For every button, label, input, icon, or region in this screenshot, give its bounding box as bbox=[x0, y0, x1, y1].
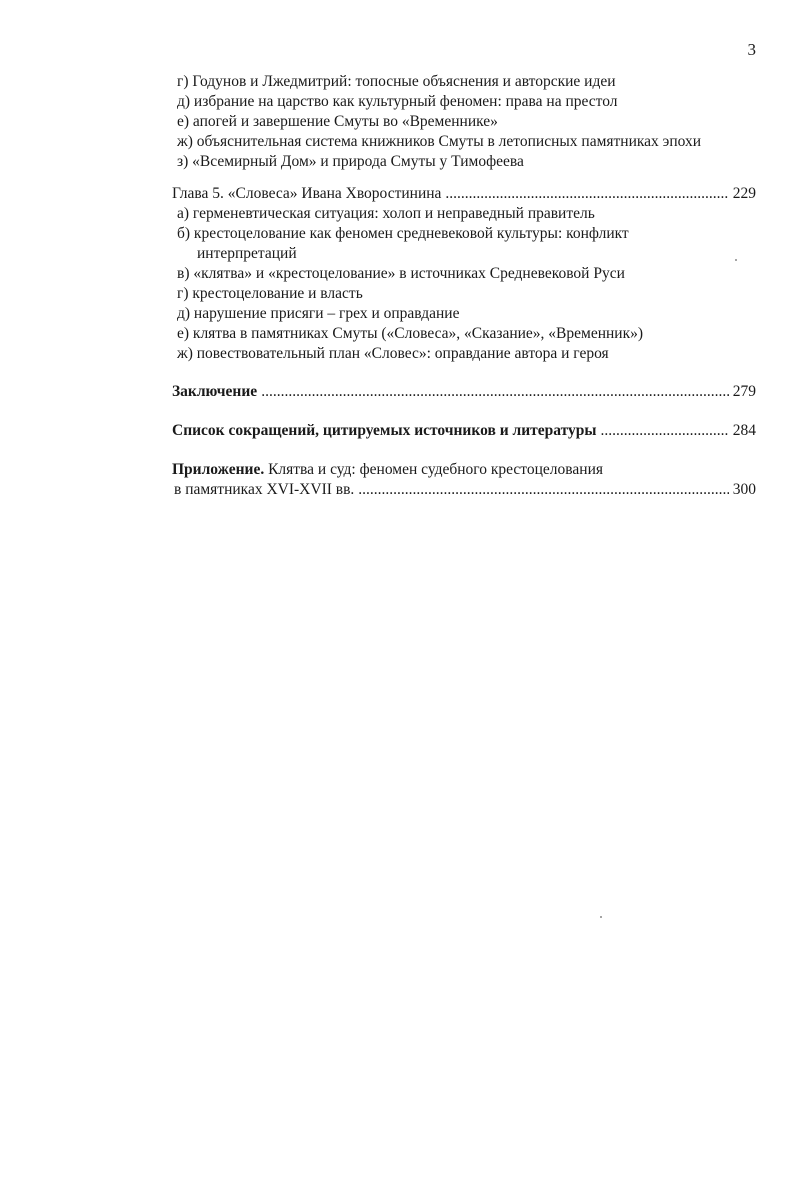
toc-entry-conclusion bbox=[172, 382, 756, 402]
bibliography-title: Список сокращений, цитируемых источников и литературы bbox=[172, 422, 597, 439]
scan-speck bbox=[600, 916, 602, 918]
toc-subitem: е) апогей и завершение Смуты во «Временнике» bbox=[177, 113, 498, 130]
toc-subitem: г) Годунов и Лжедмитрий: топосные объяснения и авторские идеи bbox=[177, 73, 616, 90]
appendix-label: Приложение. bbox=[172, 461, 265, 478]
toc-subitem: а) герменевтическая ситуация: холоп и неправедный правитель bbox=[177, 205, 595, 222]
toc-subitem: е) клятва в памятниках Смуты («Словеса», «Сказание», «Временник») bbox=[177, 325, 644, 342]
toc-subitem: б) крестоцелование как феномен средневековой культуры: конфликт bbox=[177, 225, 629, 242]
dot-leader bbox=[261, 382, 729, 402]
toc-subitem: д) нарушение присяги – грех и оправдание bbox=[177, 305, 460, 322]
chapter5-page: 229 bbox=[732, 185, 756, 202]
toc-entry-chapter5 bbox=[172, 184, 756, 204]
chapter5-title: Глава 5. «Словеса» Ивана Хворостинина bbox=[172, 185, 442, 202]
dot-leader bbox=[600, 421, 728, 441]
appendix-title: Клятва и суд: феномен судебного крестоцелования bbox=[264, 461, 604, 478]
page-number: 3 bbox=[747, 40, 756, 59]
bibliography-page: 284 bbox=[732, 422, 756, 439]
dot-leader bbox=[358, 480, 728, 500]
toc-entry-appendix-line2 bbox=[172, 480, 756, 500]
appendix-subtitle: в памятниках XVI-XVII вв. bbox=[174, 481, 355, 498]
toc-entry-bibliography bbox=[172, 421, 756, 441]
toc-subitem: з) «Всемирный Дом» и природа Смуты у Тимофеева bbox=[177, 153, 524, 170]
conclusion-title: Заключение bbox=[172, 383, 258, 400]
scan-speck bbox=[735, 259, 737, 261]
toc-subitem: д) избрание на царство как культурный феномен: права на престол bbox=[177, 93, 618, 110]
toc-subitem: г) крестоцелование и власть bbox=[177, 285, 363, 302]
toc-subitem: ж) повествовательный план «Словес»: оправдание автора и героя bbox=[177, 345, 609, 362]
toc-subitem: ж) объяснительная система книжников Смуты в летописных памятниках эпохи bbox=[177, 133, 702, 150]
dot-leader bbox=[445, 184, 728, 204]
toc-subitem: в) «клятва» и «крестоцелование» в источниках Средневековой Руси bbox=[177, 265, 625, 282]
toc-subitem-continuation: интерпретаций bbox=[197, 245, 297, 262]
toc-entry-appendix bbox=[172, 460, 756, 480]
conclusion-page: 279 bbox=[732, 383, 756, 400]
appendix-page: 300 bbox=[732, 481, 756, 498]
table-of-contents bbox=[172, 72, 756, 500]
